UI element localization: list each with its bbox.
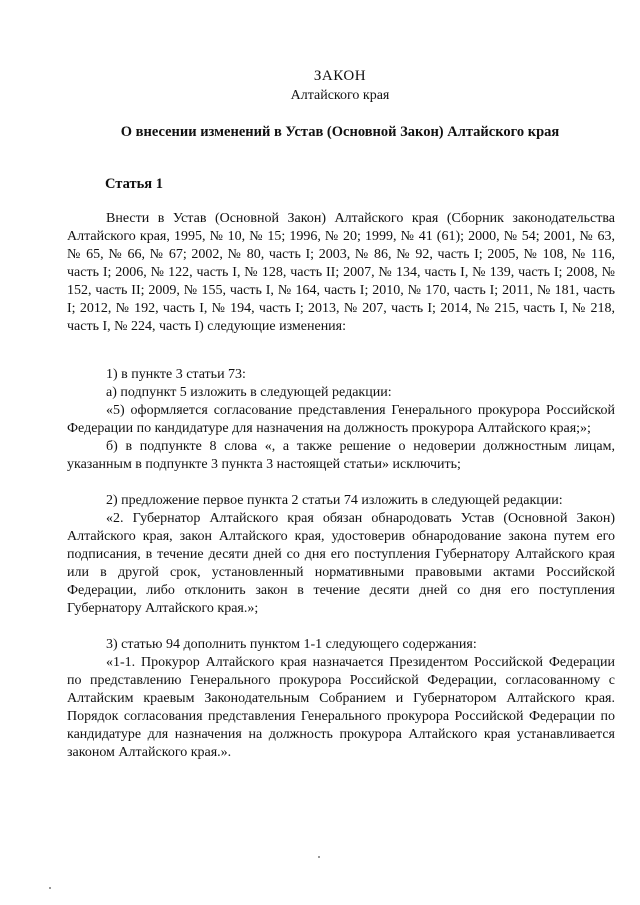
scan-speck <box>318 856 320 858</box>
item1-subitem-b: б) в подпункте 8 слова «, а также решение о недоверии должностным лицам, указанным в подпункте 3 пункта 3 настоящей статьи» исключить; <box>67 439 615 472</box>
item2-lead: 2) предложение первое пункта 2 статьи 74 изложить в следующей редакции: <box>106 493 563 508</box>
item3-quote: «1-1. Прокурор Алтайского края назначается Президентом Российской Федерации по представлению Генерального прокурора Российской Федерации, согласованному с Алтайским краевым Законодательным Собранием и Губернатором Алтайского края. Порядок согласования представления Генерального прокурора Российской Федерации по кандидатуре для назначения на должность прокурора Алтайского края устанавливается законом Алтайского края.». <box>67 655 615 760</box>
scan-speck <box>49 887 51 889</box>
amendments-list <box>67 366 615 762</box>
article-heading: Статья 1 <box>105 176 163 192</box>
item1-lead: 1) в пункте 3 статьи 73: <box>106 367 246 382</box>
item1-subitem-a: а) подпункт 5 изложить в следующей редакции: <box>106 385 392 400</box>
article-intro-paragraph: Внести в Устав (Основной Закон) Алтайского края (Сборник законодательства Алтайского края, 1995, № 10, № 15; 1996, № 20; 1999, № 41 (61); 2000, № 54; 2001, № 63, № 65, № 66, № 67; 2002, № 80, часть I; 2003, № 86, № 92, часть I; 2005, № 108, № 116, часть I; 2006, № 122, часть I, № 128, часть II; 2007, № 134, часть I, № 139, часть I; 2008, № 152, часть II; 2009, № 155, часть I, № 164, часть I; 2010, № 170, часть I; 2011, № 181, часть I; 2012, № 192, часть I, № 194, часть I; 2013, № 207, часть I; 2014, № 215, часть I, № 218, часть I, № 224, часть I) следующие изменения: <box>67 211 615 334</box>
article-intro-block <box>67 210 615 336</box>
law-region: Алтайского края <box>290 88 390 103</box>
item2-quote: «2. Губернатор Алтайского края обязан обнародовать Устав (Основной Закон) Алтайского края, закон Алтайского края, удостоверив обнародование закона путем его подписания, в течение десяти дней со дня его поступления Губернатору Алтайского края или в другой срок, установленный нормативными правовыми актами Российской Федерации, либо отклонить закон в течение десяти дней со дня его поступления Губернатору Алтайского края.»; <box>67 511 615 616</box>
item1-subitem-a-quote: «5) оформляется согласование представления Генерального прокурора Российской Федерации по кандидатуре для назначения на должность прокурора Алтайского края;»; <box>67 403 615 436</box>
law-title: ЗАКОН <box>313 68 367 84</box>
item3-lead: 3) статью 94 дополнить пунктом 1-1 следующего содержания: <box>106 637 477 652</box>
law-subject: О внесении изменений в Устав (Основной Закон) Алтайского края <box>120 124 560 140</box>
